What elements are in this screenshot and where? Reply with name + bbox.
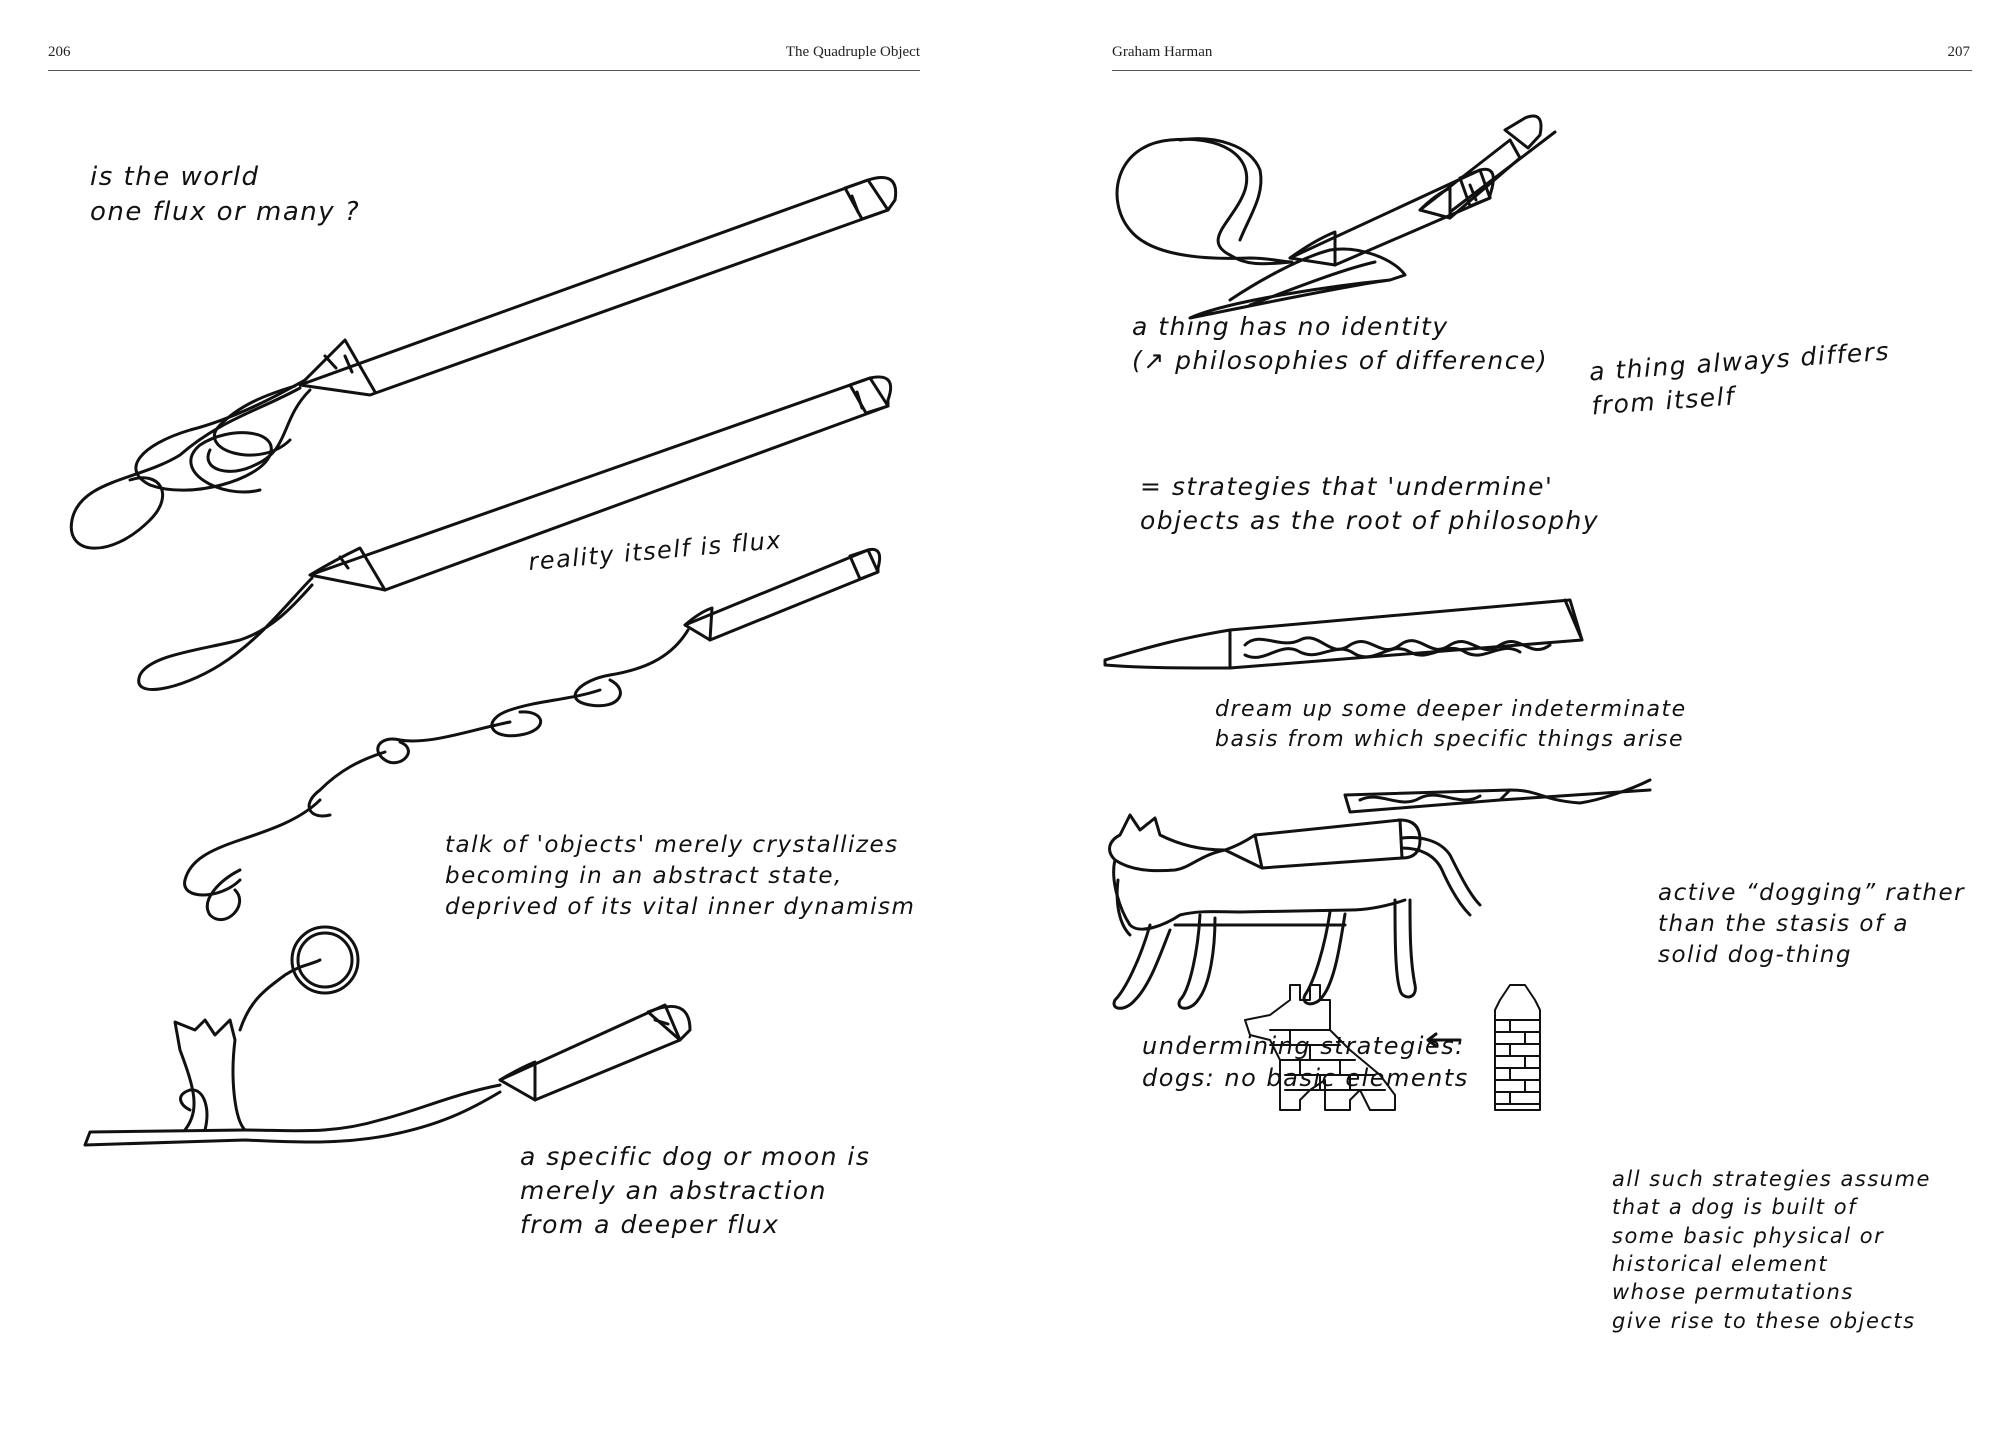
pencil-tangle-illustration [71,178,895,549]
running-title: The Quadruple Object [785,44,920,60]
dog-pencil-illustration [1110,815,1480,1008]
note-talk-objects: talk of 'objects' merely crystallizes becoming in an abstract state, deprived of its vital inner dynamism [445,832,916,921]
pencil-identity-loop-illustration [1117,139,1493,265]
pencil-dog-moon-illustration [85,927,690,1145]
note-dogging: active “dogging” rather than the stasis of a solid dog-thing [1658,880,1966,969]
pencil-dogging-illustration [1345,780,1650,812]
page-number-right: 207 [1947,44,1970,60]
pencil-indeterminate-illustration [1105,600,1582,668]
note-reality-flux: reality itself is flux [527,525,784,577]
page-number-left: 206 [48,44,71,60]
note-no-identity: a thing has no identity (↗ philosophies of difference) [1132,312,1549,375]
note-undermining: undermining strategies: dogs: no basic elements [1142,1032,1469,1093]
note-always-differs: a thing always differs from itself [1588,336,1891,421]
note-dream-up: dream up some deeper indeterminate basis from which specific things arise [1215,697,1687,752]
note-question: is the world one flux or many ? [90,162,361,228]
brick-tower-illustration [1495,985,1540,1110]
pencil-differs-illustration [1190,116,1555,318]
note-all-such: all such strategies assume that a dog is built of some basic physical or historical element whose permutations give rise to these objects [1612,1167,1931,1333]
right-page [1000,0,2000,1448]
author-name: Graham Harman [1112,44,1213,60]
note-specific-dog: a specific dog or moon is merely an abstraction from a deeper flux [520,1142,871,1239]
note-strategies: = strategies that 'undermine' objects as the root of philosophy [1140,472,1600,535]
